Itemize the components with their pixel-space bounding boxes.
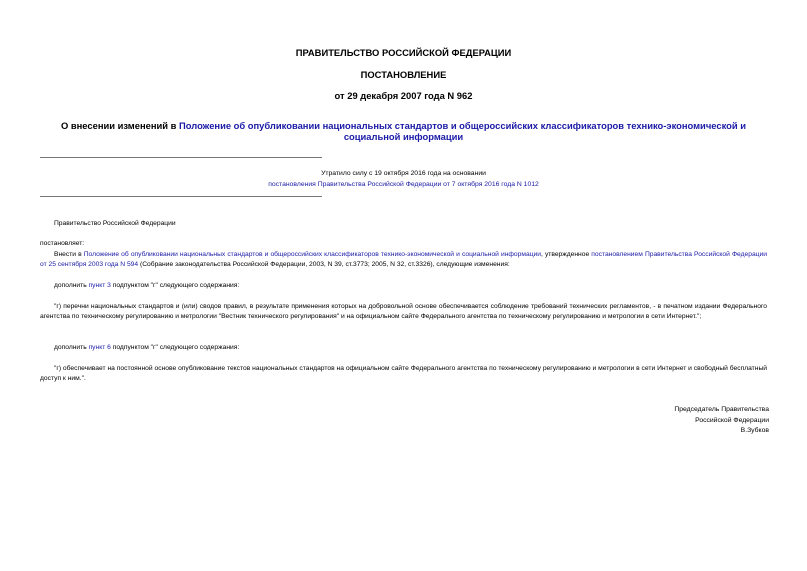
subpoint-g-lists-paragraph: "г) перечни национальных стандартов и (или) сводов правил, в результате применения которых на добровольной основе обеспечивается соблюдение требований технических регламентов, - в печатном издании Федерального агентства по техническому регулированию и метрологии "Вестник технического регулирования" и на официальном сайте Федерального агентства по техническому регулированию и метрологии в сети Интернет."; [40, 303, 767, 320]
status-note-line: Утратило силу с 19 октября 2016 года на основании [321, 170, 486, 177]
status-note-link[interactable]: постановления Правительства Российской Федерации от 7 октября 2016 года N 1012 [268, 181, 539, 188]
signature-organization: Российской Федерации [695, 416, 769, 424]
resolution-594-link[interactable]: постановлением Правительства Российской Федерации от 25 сентября 2003 года N 594 [40, 251, 767, 268]
decrees-line: постановляет: [40, 240, 85, 247]
signature-name: В.Зубков [740, 427, 769, 435]
regulation-link[interactable]: Положение об опубликовании национальных стандартов и общероссийских классификаторов технико-экономической и социальной информации [83, 251, 541, 258]
signature-block [674, 405, 769, 437]
subpoint-g-publication-paragraph: "г) обеспечивает на постоянной основе опубликование текстов национальных стандартов на официальном сайте Федерального агентства по техническому регулированию и метрологии в сети Интернет и свободный бесплатный доступ к ним.". [40, 365, 767, 382]
government-heading: ПРАВИТЕЛЬСТВО РОССИЙСКОЙ ФЕДЕРАЦИИ [295, 47, 512, 58]
point-3-link[interactable]: пункт 3 [88, 282, 111, 289]
signature-position: Председатель Правительства [674, 406, 769, 413]
document-date-number: от 29 декабря 2007 года N 962 [334, 90, 473, 101]
title-regulation-link[interactable]: Положение об опубликовании национальных стандартов и общероссийских классификаторов технико-экономической и социальной информации [179, 120, 746, 142]
bottom-divider [40, 196, 322, 197]
add-subpoint-6-line: дополнить пункт 6 подпунктом "г" следующего содержания: [54, 344, 240, 351]
top-divider [40, 157, 322, 158]
amendment-paragraph: Внести в Положение об опубликовании национальных стандартов и общероссийских классификаторов технико-экономической и социальной информации, утвержденное постановлением Правительства Российской Федерации от 25 сентября 2003 года N 594 (Собрание законодательства Российской Федерации, 2003, N 39, ст.3773; 2005, N 32, ст.3326), следующие изменения: [40, 251, 767, 268]
title-prefix: О внесении изменений в [60, 120, 179, 131]
document-title [40, 120, 767, 142]
add-subpoint-3-line: дополнить пункт 3 подпунктом "г" следующего содержания: [54, 282, 240, 289]
document-type-heading: ПОСТАНОВЛЕНИЕ [360, 69, 447, 80]
point-6-link[interactable]: пункт 6 [88, 344, 111, 351]
government-line: Правительство Российской Федерации [54, 220, 176, 227]
